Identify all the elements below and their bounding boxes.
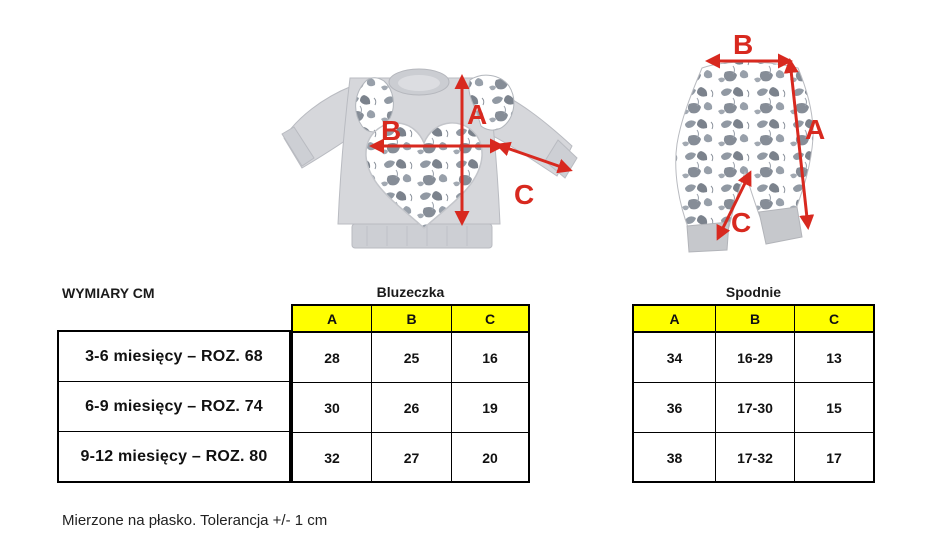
spodnie-b-value: 17-30 (716, 383, 795, 432)
row-label: 3-6 miesięcy – ROZ. 68 (59, 332, 289, 382)
pants-label-a: A (805, 114, 826, 145)
group-title-spodnie: Spodnie (725, 284, 782, 300)
bluzeczka-a-value: 30 (293, 383, 372, 432)
table-row (634, 433, 873, 483)
pants-right-cuff (759, 207, 802, 244)
blouse-photo (272, 28, 602, 258)
blouse-collar-inner (398, 75, 440, 91)
table-row (634, 383, 873, 433)
pants-label-c: C (731, 207, 752, 238)
bluzeczka-b-value: 27 (372, 433, 452, 483)
column-header-a: A (293, 306, 372, 331)
bluzeczka-c-value: 16 (482, 349, 498, 366)
row-label: 9-12 miesięcy – ROZ. 80 (80, 447, 268, 465)
pants-label-b: B (733, 29, 754, 60)
bluzeczka-b-value: 25 (372, 333, 452, 382)
blouse-hem-band (352, 224, 492, 248)
spodnie-table (632, 304, 875, 483)
pants-photo (645, 20, 845, 260)
column-header-a: A (634, 306, 716, 331)
column-header-b: B (716, 306, 795, 331)
bluzeczka-c-value: 20 (482, 450, 498, 466)
table-row (293, 333, 528, 383)
table-title: WYMIARY CM (62, 285, 155, 301)
column-header-c: C (795, 306, 873, 331)
table-row (634, 333, 873, 383)
spodnie-a-value: 38 (634, 433, 716, 483)
spodnie-b-value: 17-32 (716, 433, 795, 483)
table-row (293, 433, 528, 483)
spodnie-header-row (634, 306, 873, 333)
spodnie-b-value: 16-29 (716, 333, 795, 382)
bluzeczka-a-value: 28 (293, 333, 372, 382)
column-header-b: B (372, 306, 452, 331)
bluzeczka-c-value: 19 (482, 399, 498, 416)
row-label: 6-9 miesięcy – ROZ. 74 (59, 382, 289, 432)
spodnie-a-value: 34 (634, 333, 716, 382)
tolerance-note: Mierzone na płasko. Tolerancja +/- 1 cm (62, 512, 328, 529)
spodnie-c-value: 17 (826, 450, 842, 466)
bluzeczka-a-value: 32 (293, 433, 372, 483)
spodnie-a-value: 36 (634, 383, 716, 432)
blouse-label-b: B (381, 115, 402, 146)
blouse-label-c: C (514, 179, 535, 210)
spodnie-c-value: 15 (826, 399, 842, 416)
bluzeczka-header-row (293, 306, 528, 333)
column-header-c: C (452, 306, 528, 331)
size-row-labels (57, 330, 291, 483)
spodnie-c-value: 13 (826, 349, 842, 366)
bluzeczka-b-value: 26 (372, 383, 452, 432)
table-row (293, 383, 528, 433)
group-title-bluzeczka: Bluzeczka (376, 284, 445, 300)
blouse-label-a: A (467, 99, 488, 130)
bluzeczka-table (291, 304, 530, 483)
